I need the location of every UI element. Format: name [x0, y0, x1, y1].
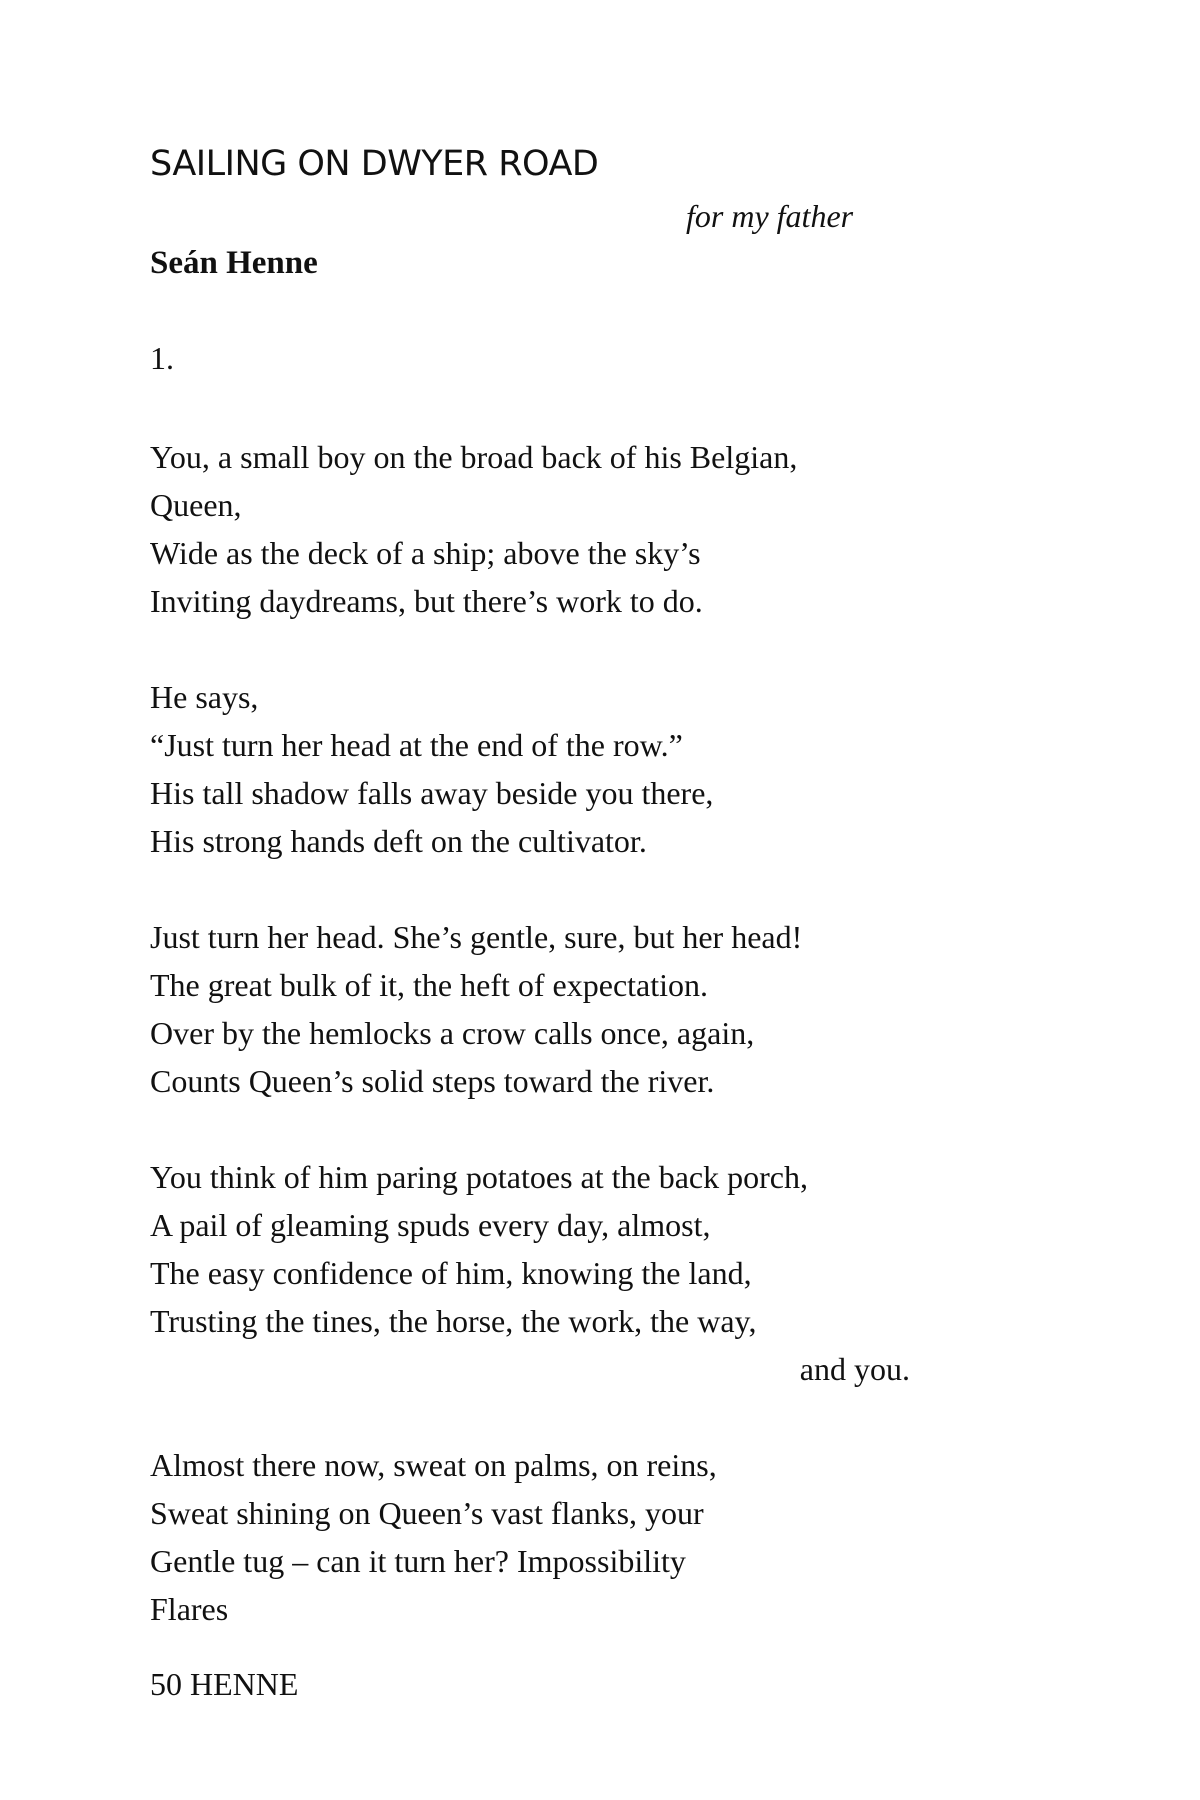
- poem-line: Sweat shining on Queen’s vast flanks, your: [150, 1495, 704, 1531]
- poem-line: Trusting the tines, the horse, the work, the way,: [150, 1303, 757, 1339]
- poem-line: Over by the hemlocks a crow calls once, again,: [150, 1015, 755, 1051]
- poem-line: Counts Queen’s solid steps toward the river.: [150, 1063, 715, 1099]
- stanza-3: [150, 913, 910, 1105]
- poem-line: Wide as the deck of a ship; above the sky’s: [150, 535, 701, 571]
- poem-line: The easy confidence of him, knowing the land,: [150, 1255, 752, 1291]
- poem-line: Just turn her head. She’s gentle, sure, but her head!: [150, 919, 803, 955]
- section-number: 1.: [150, 340, 174, 376]
- poem-line: Queen,: [150, 487, 242, 523]
- poem-line: The great bulk of it, the heft of expectation.: [150, 967, 709, 1003]
- stanza-1: [150, 433, 910, 625]
- poem-title: SAILING ON DWYER ROAD: [150, 144, 599, 184]
- poem-line-indented: and you.: [799, 1351, 910, 1387]
- poem-line: “Just turn her head at the end of the row.”: [150, 727, 683, 763]
- poem-page: [150, 0, 1050, 1800]
- poem-line: Inviting daydreams, but there’s work to do.: [150, 583, 703, 619]
- poem-line: A pail of gleaming spuds every day, almost,: [150, 1207, 711, 1243]
- poem-line: Flares: [150, 1591, 229, 1627]
- poem-body: [150, 433, 910, 1681]
- stanza-2: [150, 673, 910, 865]
- author-name: Seán Henne: [150, 245, 318, 281]
- poem-line: His strong hands deft on the cultivator.: [150, 823, 647, 859]
- page-footer: 50 HENNE: [150, 1666, 299, 1702]
- poem-line: You, a small boy on the broad back of his Belgian,: [150, 439, 798, 475]
- stanza-5: [150, 1441, 910, 1633]
- poem-line: His tall shadow falls away beside you there,: [150, 775, 714, 811]
- poem-line: Almost there now, sweat on palms, on reins,: [150, 1447, 717, 1483]
- poem-line: You think of him paring potatoes at the back porch,: [150, 1159, 808, 1195]
- poem-line: He says,: [150, 679, 259, 715]
- stanza-4: [150, 1153, 910, 1393]
- poem-line: Gentle tug – can it turn her? Impossibility: [150, 1543, 686, 1579]
- dedication: for my father: [686, 198, 854, 234]
